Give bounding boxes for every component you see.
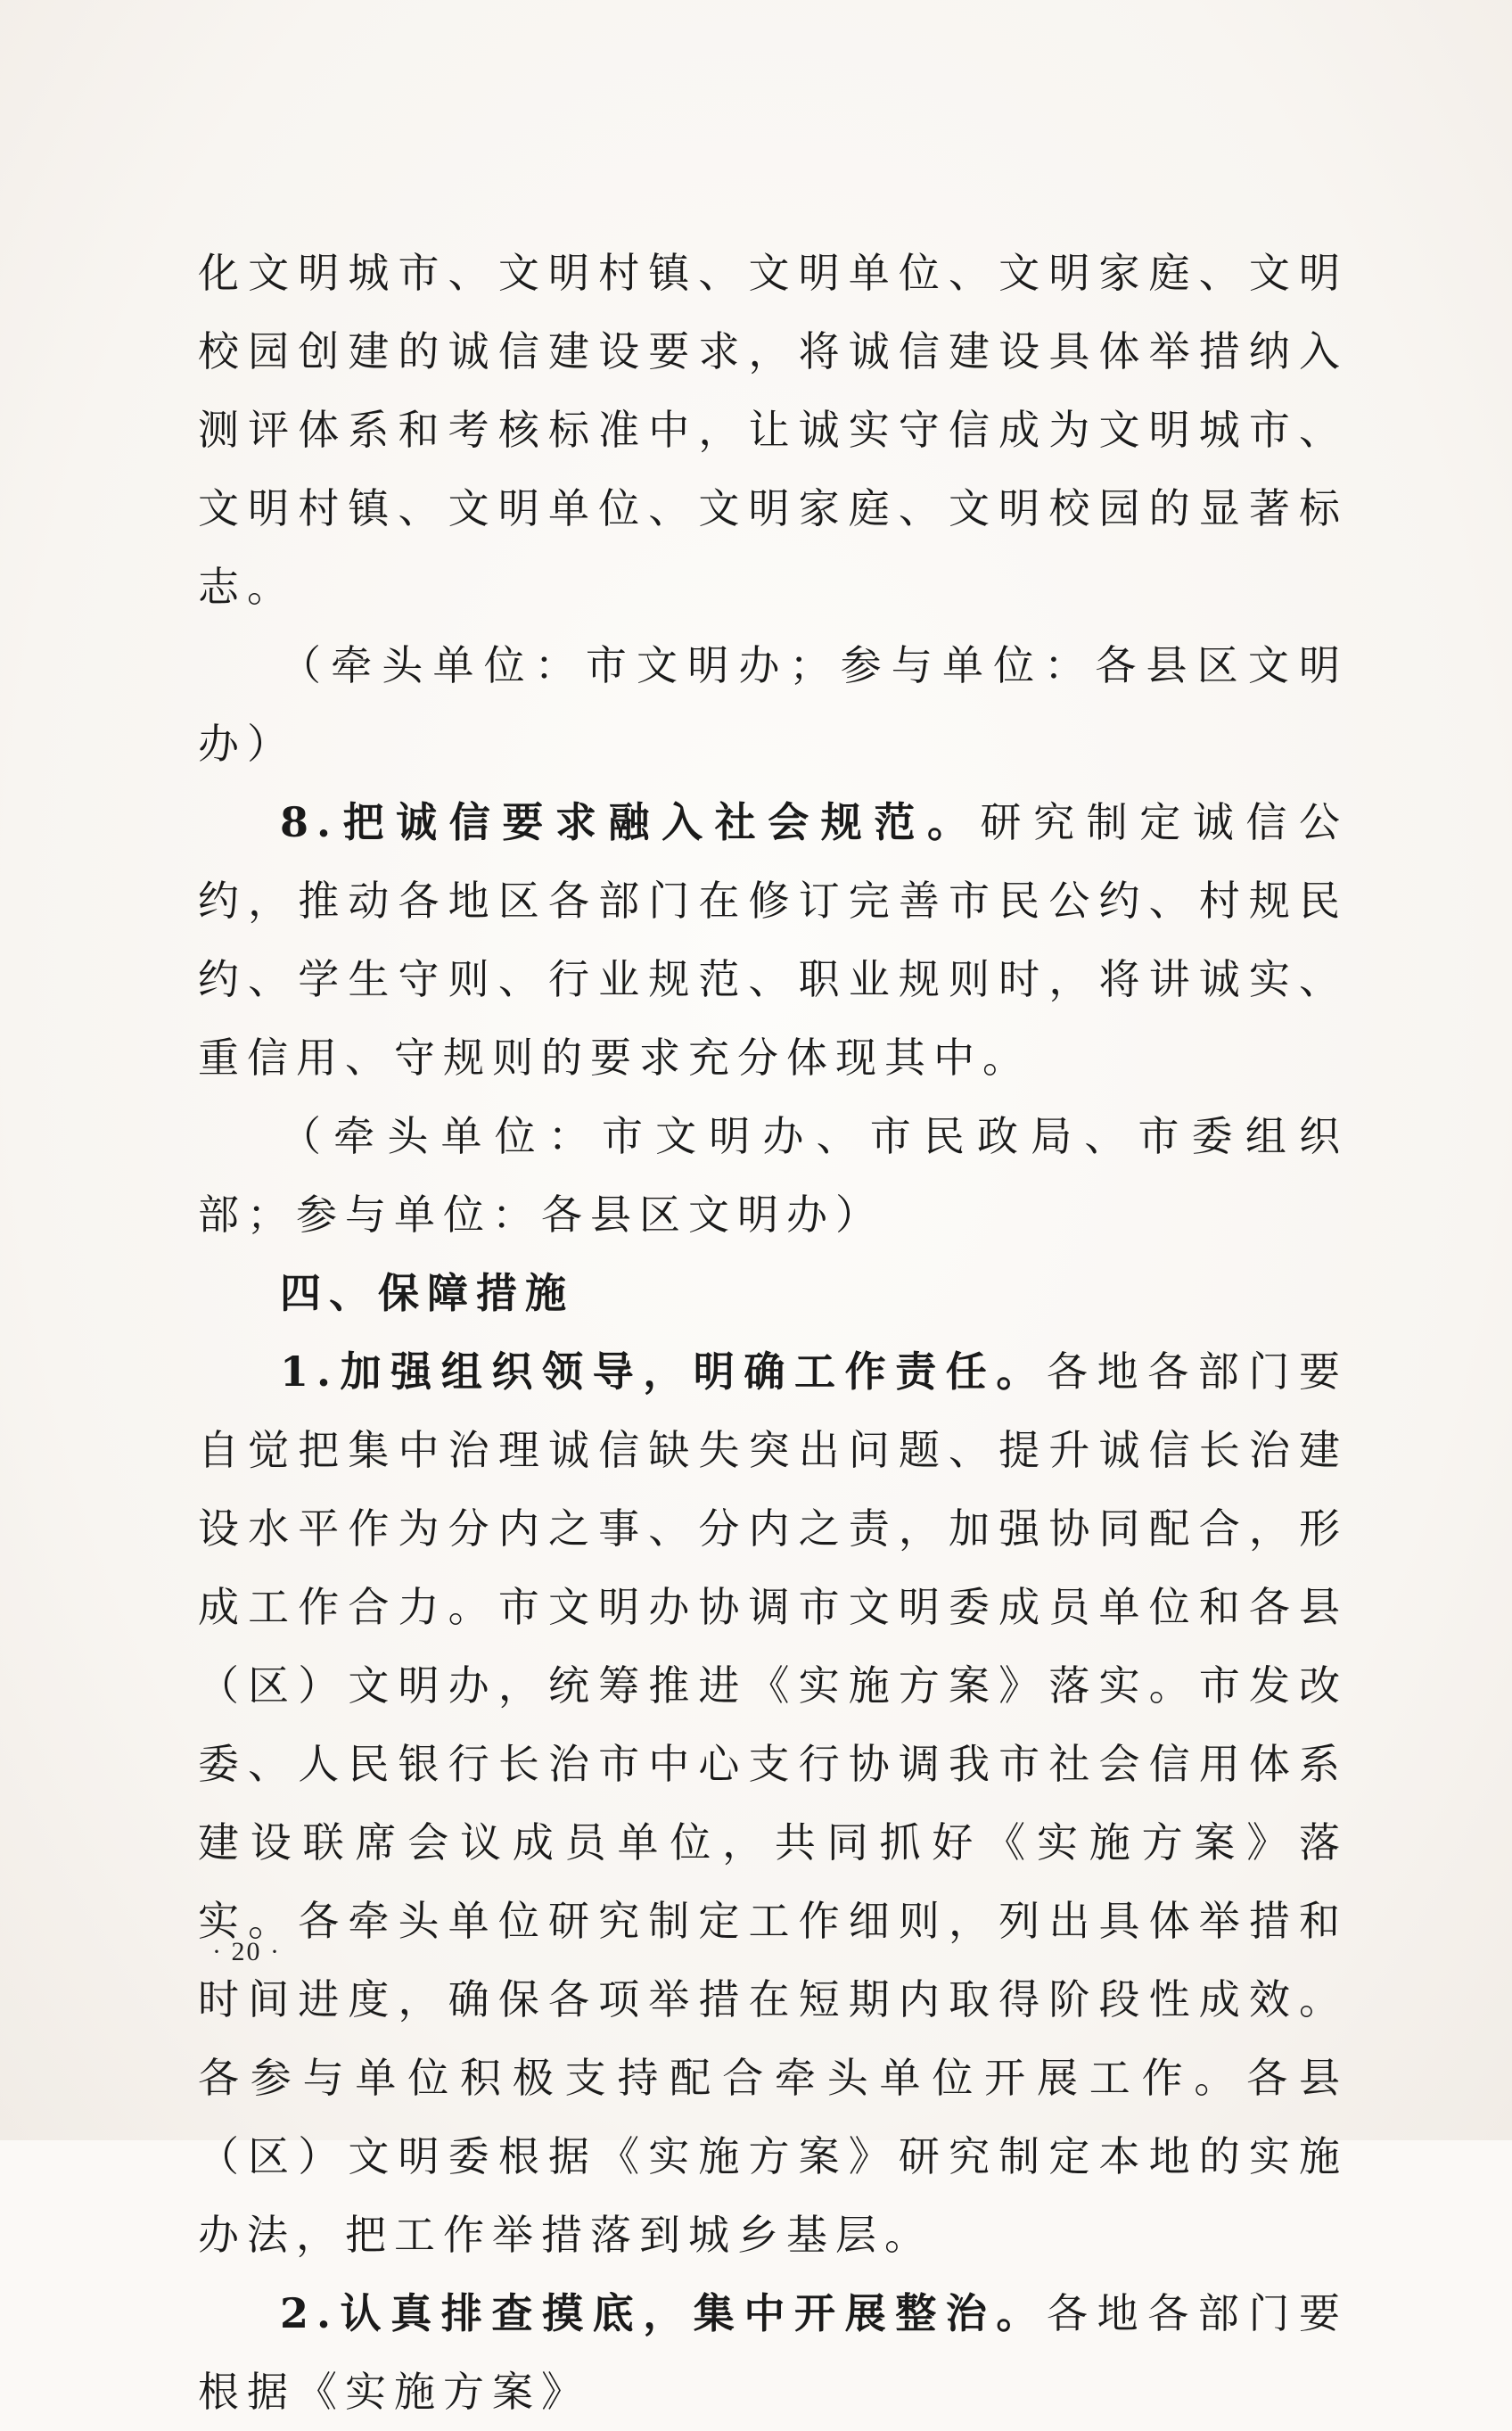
paragraph-text: 研究制定诚信公约，推动各地区各部门在修订完善市民公约、村规民约、学生守则、行业规范、职业规则时，将讲诚实、重信用、守规则的要求充分体现其中。 bbox=[198, 798, 1348, 1082]
paragraph bbox=[198, 1097, 1348, 1254]
paragraph bbox=[198, 783, 1348, 1097]
section-heading-text: 四、保障措施 bbox=[280, 1269, 574, 1317]
section-heading bbox=[198, 1254, 1348, 1332]
paragraph bbox=[198, 234, 1348, 626]
paragraph-lead: 1.加强组织领导，明确工作责任。 bbox=[280, 1347, 1047, 1396]
body-text bbox=[198, 234, 1348, 2431]
page-number: · 20 · bbox=[212, 1937, 281, 1966]
paragraph-text: （牵头单位：市文明办、市民政局、市委组织部；参与单位：各县区文明办） bbox=[198, 1112, 1348, 1239]
paragraph bbox=[198, 1332, 1348, 2274]
paragraph bbox=[198, 2274, 1348, 2431]
paragraph bbox=[198, 626, 1348, 783]
paragraph-text: 各地各部门要根据《实施方案》 bbox=[198, 2289, 1348, 2416]
paragraph-text: 化文明城市、文明村镇、文明单位、文明家庭、文明校园创建的诚信建设要求，将诚信建设具体举措纳入测评体系和考核标准中，让诚实守信成为文明城市、文明村镇、文明单位、文明家庭、文明校园的显著标志。 bbox=[198, 249, 1348, 611]
paragraph-text: （牵头单位：市文明办；参与单位：各县区文明办） bbox=[198, 641, 1348, 768]
paragraph-text: 各地各部门要自觉把集中治理诚信缺失突出问题、提升诚信长治建设水平作为分内之事、分内之责，加强协同配合，形成工作合力。市文明办协调市文明委成员单位和各县（区）文明办，统筹推进《实施方案》落实。市发改委、人民银行长治市中心支行协调我市社会信用体系建设联席会议成员单位，共同抓好《实施方案》落实。各牵头单位研究制定工作细则，列出具体举措和时间进度，确保各项举措在短期内取得阶段性成效。各参与单位积极支持配合牵头单位开展工作。各县（区）文明委根据《实施方案》研究制定本地的实施办法，把工作举措落到城乡基层。 bbox=[198, 1347, 1348, 2259]
paragraph-lead: 2.认真排查摸底，集中开展整治。 bbox=[280, 2289, 1047, 2337]
paragraph-lead: 8.把诚信要求融入社会规范。 bbox=[280, 798, 981, 846]
